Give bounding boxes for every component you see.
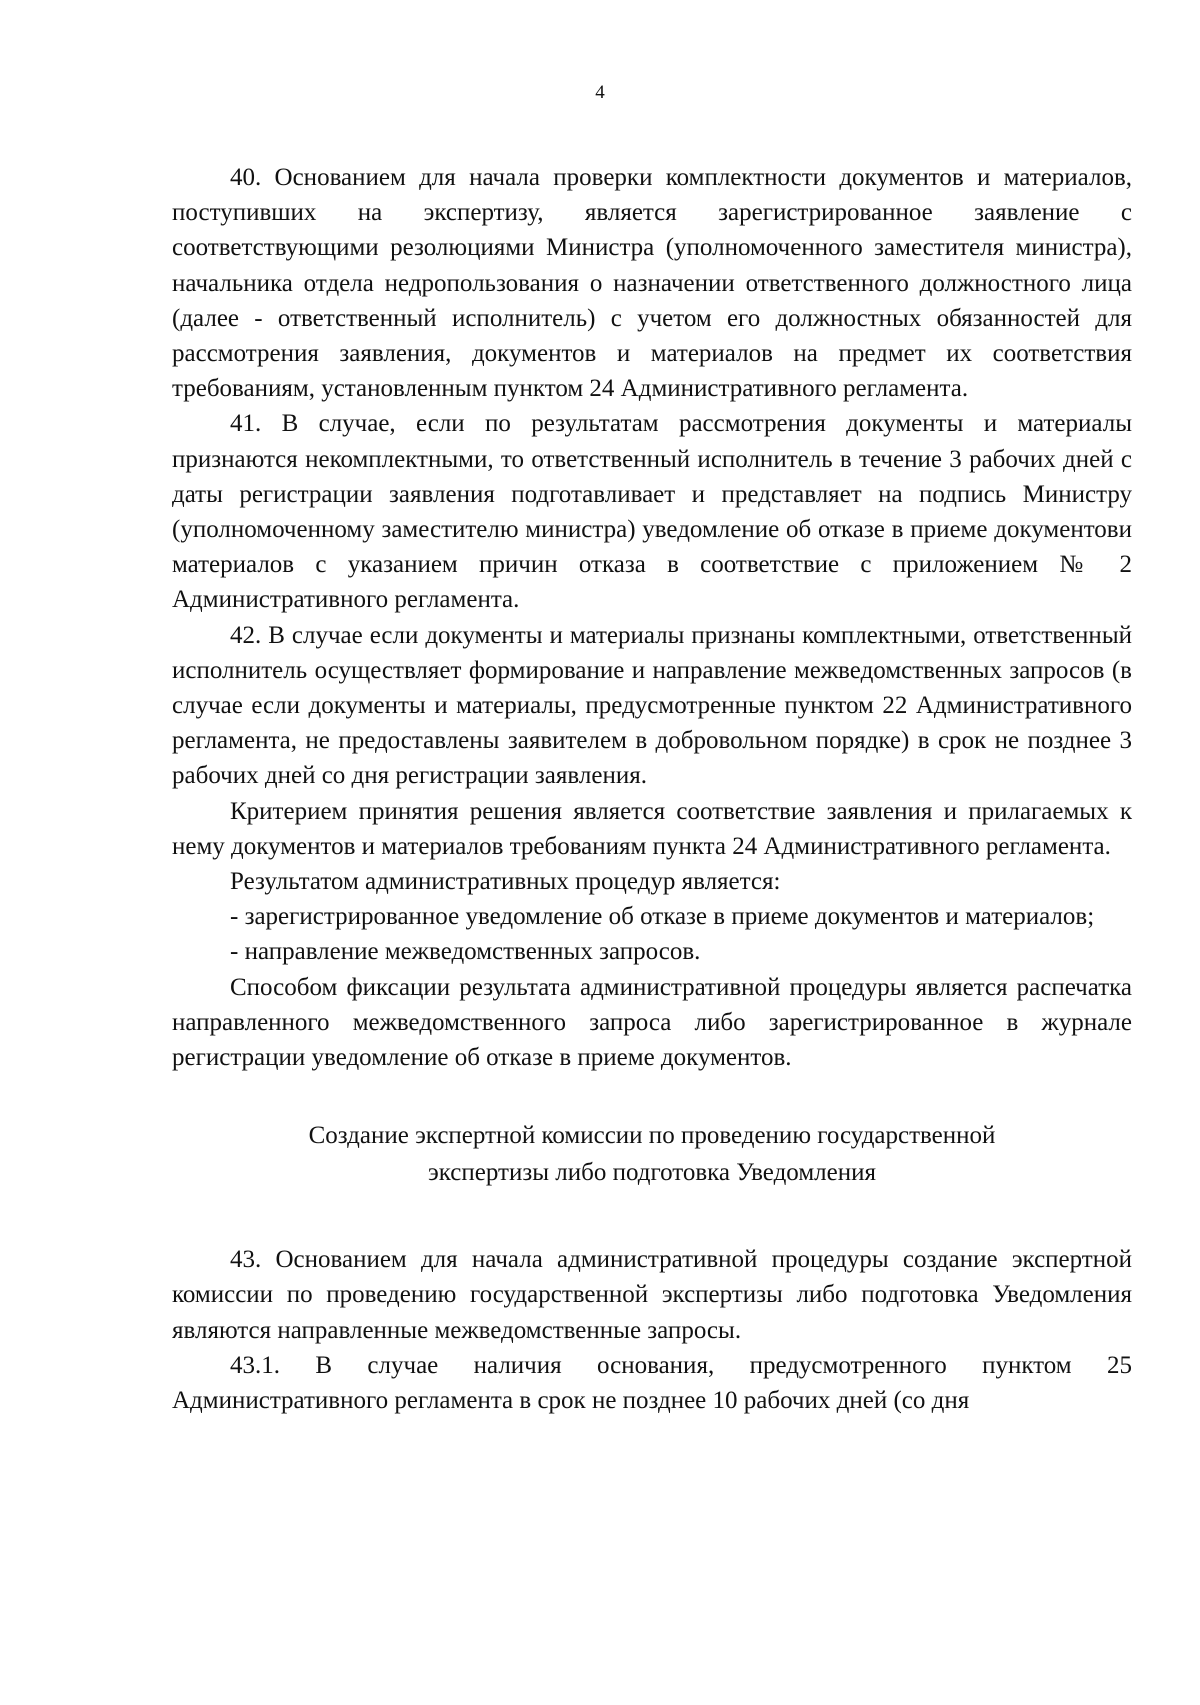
list-item-refusal-notice: - зарегистрированное уведомление об отказе в приеме документов и материалов; <box>230 903 1095 931</box>
list-item-interagency-requests: - направление межведомственных запросов. <box>230 938 701 966</box>
paragraph-fixation-method: Способом фиксации результата административной процедуры является распечатка направленного межведомственного запроса либо зарегистрированное в журнале регистрации уведомление об отказе в приеме документов. <box>172 973 1132 1072</box>
document-body <box>172 160 1132 1418</box>
paragraph-result-intro: Результатом административных процедур является: <box>230 868 781 896</box>
paragraph-42: 42. В случае если документы и материалы признаны комплектными, ответственный исполнитель осуществляет формирование и направление межведомственных запросов (в случае если документы и материалы, предусмотренные пунктом 22 Административного регламента, не предоставлены заявителем в добровольном порядке) в срок не позднее 3 рабочих дней со дня регистрации заявления. <box>172 621 1132 790</box>
paragraph-41: 41. В случае, если по результатам рассмотрения документы и материалы признаются некомплектными, то ответственный исполнитель в течение 3 рабочих дней с даты регистрации заявления подготавливает и представляет на подпись Министру (уполномоченному заместителю министра) уведомление об отказе в приеме документови материалов с указанием причин отказа в соответствие с приложением № 2 Административного регламента. <box>172 410 1132 614</box>
paragraph-40: 40. Основанием для начала проверки комплектности документов и материалов, поступивших на экспертизу, является зарегистрированное заявление с соответствующими резолюциями Министра (уполномоченного заместителя министра), начальника отдела недропользования о назначении ответственного должностного лица (далее - ответственный исполнитель) с учетом его должностных обязанностей для рассмотрения заявления, документов и материалов на предмет их соответствия требованиям, установленным пунктом 24 Административного регламента. <box>172 164 1132 403</box>
paragraph-43-1: 43.1. В случае наличия основания, предусмотренного пунктом 25 Административного регламента в срок не позднее 10 рабочих дней (со дня <box>172 1351 1132 1415</box>
paragraph-criterion: Критерием принятия решения является соответствие заявления и прилагаемых к нему документов и материалов требованиям пункта 24 Административного регламента. <box>172 797 1132 860</box>
page-number: 4 <box>595 82 605 103</box>
section-heading-line-1: Создание экспертной комиссии по проведению государственной <box>308 1122 996 1150</box>
section-heading-line-2: экспертизы либо подготовка Уведомления <box>428 1159 876 1187</box>
section-heading <box>172 1117 1132 1191</box>
paragraph-43: 43. Основанием для начала административной процедуры создание экспертной комиссии по проведению государственной экспертизы либо подготовка Уведомления являются направленные межведомственные запросы. <box>172 1246 1132 1344</box>
